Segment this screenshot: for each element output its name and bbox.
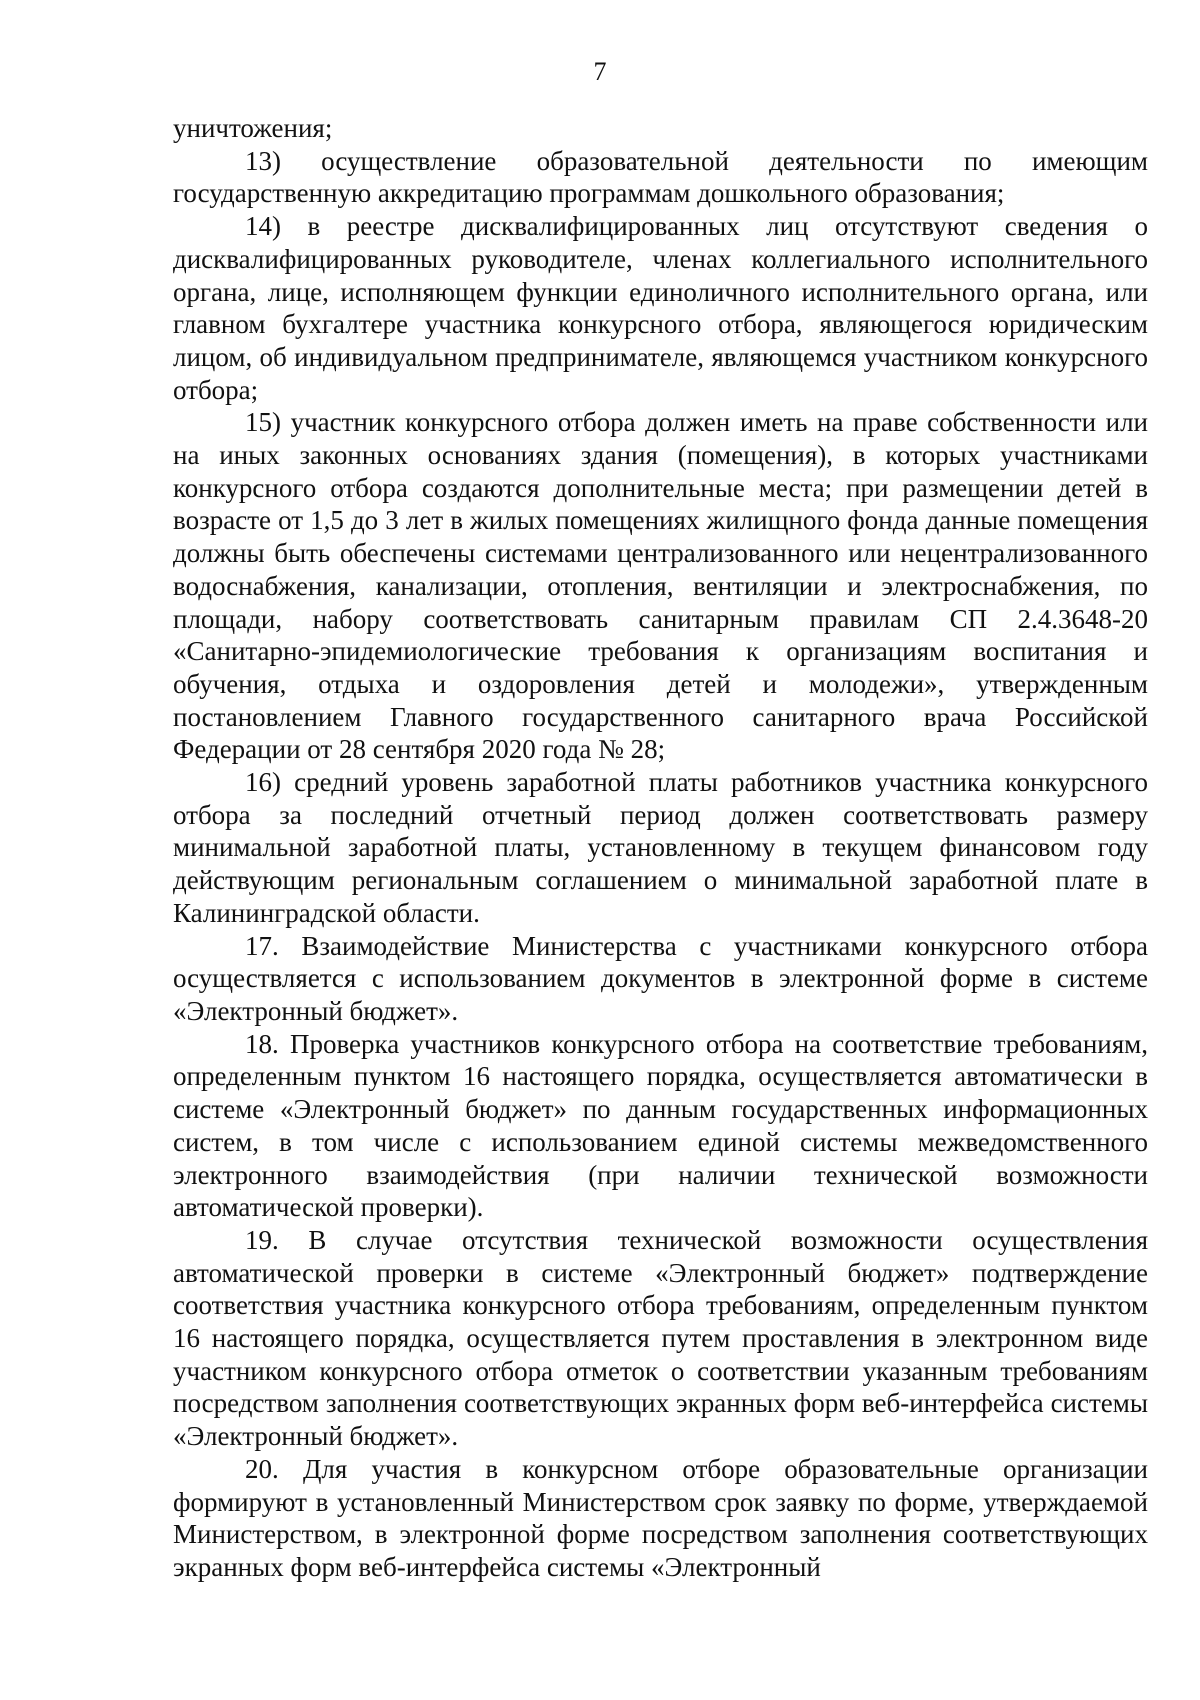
paragraph-item-16: 16) средний уровень заработной платы работников участника конкурсного отбора за последний отчетный период должен соответствовать размеру минимальной заработной платы, установленному в текущем финансовом году действующим региональным соглашением о минимальной заработной плате в Калининградской области. (173, 767, 1148, 928)
paragraph-item-15: 15) участник конкурсного отбора должен иметь на праве собственности или на иных законных основаниях здания (помещения), в которых участниками конкурсного отбора создаются дополнительные места; при размещении детей в возрасте от 1,5 до 3 лет в жилых помещениях жилищного фонда данные помещения должны быть обеспечены системами централизованного или нецентрализованного водоснабжения, канализации, отопления, вентиляции и электроснабжения, по площади, набору соответствовать санитарным правилам СП 2.4.3648-20 «Санитарно-эпидемиологические требования к организациям воспитания и обучения, отдыха и оздоровления детей и молодежи», утвержденным постановлением Главного государственного санитарного врача Российской Федерации от 28 сентября 2020 года № 28; (173, 407, 1148, 765)
paragraph-item-13: 13) осуществление образовательной деятельности по имеющим государственную аккредитацию программам дошкольного образования; (173, 145, 1148, 209)
page-number: 7 (593, 57, 607, 86)
paragraph-item-14: 14) в реестре дисквалифицированных лиц отсутствуют сведения о дисквалифицированных руководителе, членах коллегиального исполнительного органа, лице, исполняющем функции единоличного исполнительного органа, или главном бухгалтере участника конкурсного отбора, являющегося юридическим лицом, об индивидуальном предпринимателе, являющемся участником конкурсного отбора; (173, 211, 1148, 405)
document-body (173, 112, 1148, 1584)
paragraph-section-19: 19. В случае отсутствия технической возможности осуществления автоматической проверки в системе «Электронный бюджет» подтверждение соответствия участника конкурсного отбора требованиям, определенным пунктом 16 настоящего порядка, осуществляется путем проставления в электронном виде участником конкурсного отбора отметок о соответствии указанным требованиям посредством заполнения соответствующих экранных форм веб-интерфейса системы «Электронный бюджет». (173, 1224, 1148, 1452)
paragraph-continuation: уничтожения; (173, 113, 333, 143)
paragraph-section-18: 18. Проверка участников конкурсного отбора на соответствие требованиям, определенным пунктом 16 настоящего порядка, осуществляется автоматически в системе «Электронный бюджет» по данным государственных информационных систем, в том числе с использованием единой системы межведомственного электронного взаимодействия (при наличии технической возможности автоматической проверки). (173, 1028, 1148, 1223)
paragraph-section-20: 20. Для участия в конкурсном отборе образовательные организации формируют в установленный Министерством срок заявку по форме, утверждаемой Министерством, в электронной форме посредством заполнения соответствующих экранных форм веб-интерфейса системы «Электронный (173, 1453, 1148, 1582)
paragraph-section-17: 17. Взаимодействие Министерства с участниками конкурсного отбора осуществляется с использованием документов в электронной форме в системе «Электронный бюджет». (173, 930, 1148, 1026)
